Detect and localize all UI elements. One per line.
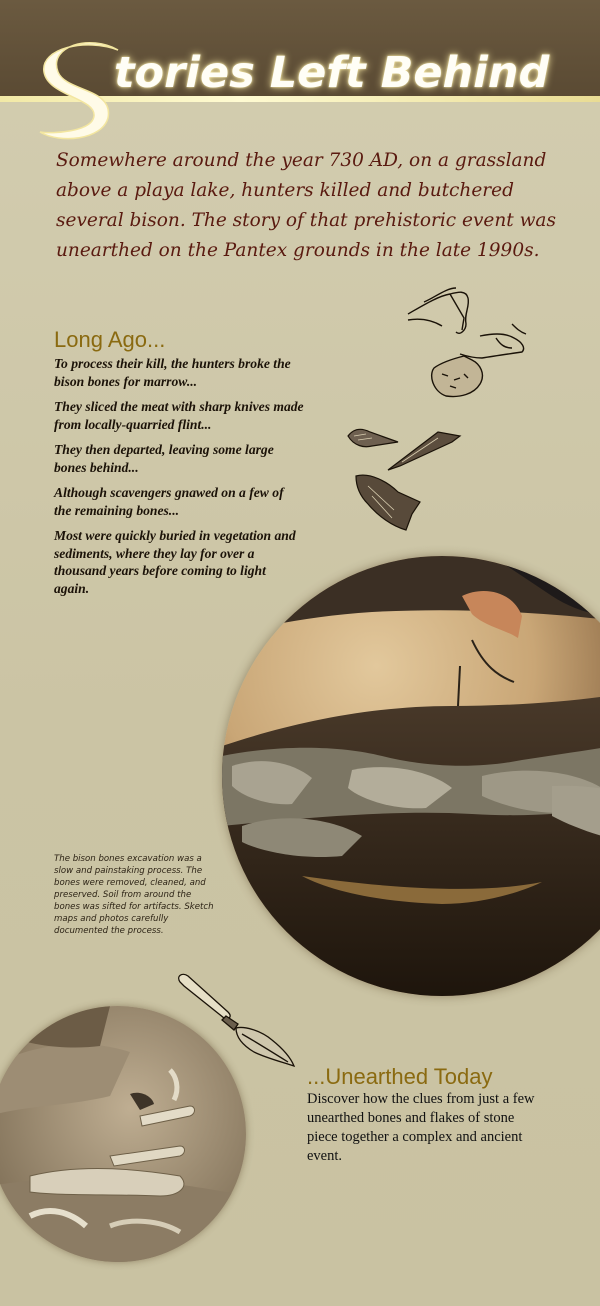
- intro-paragraph: Somewhere around the year 730 AD, on a grassland above a playa lake, hunters killed and butchered several bison. The story of that prehistoric event was unearthed on the Pantex grounds in the late 1990s.: [56, 150, 556, 261]
- story-paragraph: They sliced the meat with sharp knives made from locally-quarried flint...: [54, 399, 304, 432]
- excavation-caption: The bison bones excavation was a slow and painstaking process. The bones were removed, cleaned, and preserved. Soil from around the bones was sifted for artifacts. Sketch maps and photos carefully documented the process.: [54, 854, 214, 936]
- story-paragraph: Although scavengers gnawed on a few of the remaining bones...: [54, 485, 284, 518]
- story-paragraph: They then departed, leaving some large bones behind...: [54, 442, 274, 475]
- hands-breaking-bone-illustration: [404, 284, 530, 408]
- story-paragraph: To process their kill, the hunters broke the bison bones for marrow...: [54, 356, 291, 389]
- unearthed-today-text: Discover how the clues from just a few unearthed bones and flakes of stone piece together a complex and ancient event.: [307, 1091, 535, 1164]
- bison-bones-photo: [0, 1006, 246, 1262]
- long-ago-heading: Long Ago...: [54, 327, 166, 352]
- page-title: tories Left Behind: [114, 48, 550, 98]
- story-paragraph: Most were quickly buried in vegetation and sediments, where they lay for over a thousand years before coming to light again.: [54, 528, 296, 596]
- flint-knives-illustration: [342, 422, 466, 538]
- unearthed-today-heading: ...Unearthed Today: [307, 1064, 493, 1089]
- excavation-photo: [222, 556, 600, 996]
- long-ago-story: [54, 355, 304, 605]
